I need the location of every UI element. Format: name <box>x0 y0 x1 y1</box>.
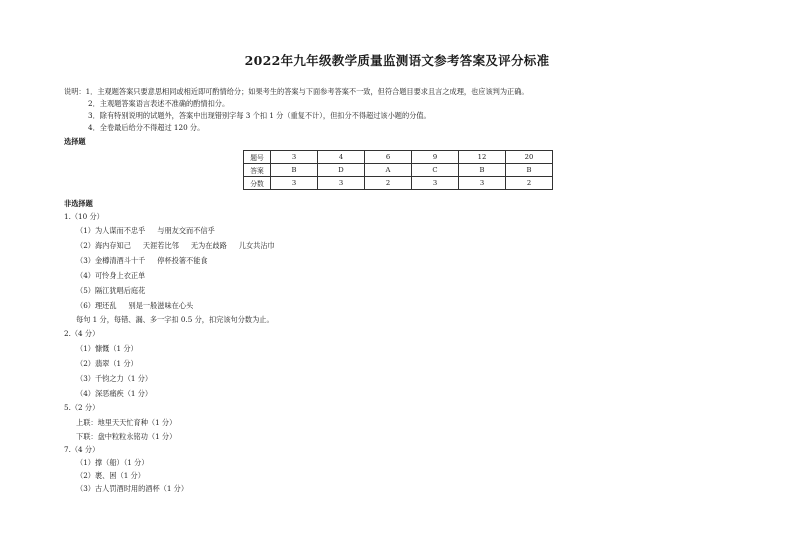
q1-heading: 1.（10 分） <box>64 212 104 221</box>
row-label: 题号 <box>244 151 271 164</box>
answer-text: 天涯若比邻 <box>142 241 179 250</box>
answer-text: （2）海内存知己 <box>76 241 131 250</box>
table-cell: 2 <box>365 177 412 190</box>
note-line-2: 2．主观题答案语言表述不准确的酌情扣分。 <box>88 99 230 108</box>
q7-heading: 7.（4 分） <box>64 445 100 454</box>
answer-text: （1）为人谋而不忠乎 <box>76 226 146 235</box>
answer-text: （6）理还乱 <box>76 301 117 310</box>
answer-text: 别是一般滋味在心头 <box>128 301 194 310</box>
table-cell: 4 <box>318 151 365 164</box>
q1-line-6 <box>76 301 193 311</box>
q7-item: （1）撑（船）（1 分） <box>76 458 149 467</box>
row-label: 答案 <box>244 164 271 177</box>
q5-heading: 5.（2 分） <box>64 403 100 412</box>
table-cell: B <box>271 164 318 177</box>
table-cell: 6 <box>365 151 412 164</box>
q1-scoring-note: 每句 1 分，每错、漏、多一字扣 0.5 分，扣完该句分数为止。 <box>76 315 274 324</box>
choice-heading: 选择题 <box>64 137 86 146</box>
answer-text: 停杯投箸不能食 <box>157 256 208 265</box>
nonchoice-heading: 非选择题 <box>64 199 93 208</box>
table-cell: C <box>412 164 459 177</box>
q5-item: 上联：地里天天忙育种（1 分） <box>76 418 177 427</box>
table-cell: 3 <box>271 177 318 190</box>
table-cell: A <box>365 164 412 177</box>
table-cell: 3 <box>318 177 365 190</box>
q2-item: （4）深恶痛疾（1 分） <box>76 389 153 398</box>
table-cell: 3 <box>459 177 506 190</box>
q7-item: （3）古人罚酒时用的酒杯（1 分） <box>76 484 189 493</box>
q1-line-2 <box>76 241 275 251</box>
q1-line-5: （5）隔江犹唱后庭花 <box>76 286 146 295</box>
note-line-4: 4．全卷最后给分不得超过 120 分。 <box>88 123 205 132</box>
note-line-3: 3．除有特别说明的试题外，答案中出现错别字每 3 个扣 1 分（重复不计），但扣分不得超过该小题的分值。 <box>88 111 431 120</box>
q1-line-4: （4）可怜身上衣正单 <box>76 271 146 280</box>
table-row <box>244 164 553 177</box>
q2-item: （2）翡翠（1 分） <box>76 359 138 368</box>
q7-item: （2）裹、困（1 分） <box>76 471 145 480</box>
q1-line-1 <box>76 226 215 236</box>
q5-item: 下联：盘中粒粒永铭功（1 分） <box>76 432 177 441</box>
note-item: 1．主观题答案只要意思相同或相近即可酌情给分；如果考生的答案与下面参考答案不一致，但符合题目要求且言之成理，也应该判为正确。 <box>85 87 529 96</box>
table-row <box>244 177 553 190</box>
q1-line-3 <box>76 256 208 266</box>
table-cell: 12 <box>459 151 506 164</box>
table-cell: 3 <box>271 151 318 164</box>
answer-text: 儿女共沾巾 <box>238 241 275 250</box>
table-row <box>244 151 553 164</box>
note-line-1 <box>64 87 529 97</box>
q2-heading: 2.（4 分） <box>64 329 100 338</box>
row-label: 分数 <box>244 177 271 190</box>
answer-text: 与朋友交而不信乎 <box>157 226 215 235</box>
q2-item: （3）千钧之力（1 分） <box>76 374 153 383</box>
note-lead: 说明： <box>64 87 86 96</box>
answer-text: （3）金樽清酒斗十千 <box>76 256 146 265</box>
table-cell: B <box>459 164 506 177</box>
answer-text: 无为在歧路 <box>190 241 227 250</box>
answer-table <box>243 150 553 190</box>
table-cell: 3 <box>412 177 459 190</box>
q2-item: （1）慷慨（1 分） <box>76 344 138 353</box>
page-title: 2022年九年级教学质量监测语文参考答案及评分标准 <box>244 53 550 68</box>
table-cell: 9 <box>412 151 459 164</box>
table-cell: D <box>318 164 365 177</box>
table-cell: 2 <box>506 177 553 190</box>
table-cell: 20 <box>506 151 553 164</box>
table-cell: B <box>506 164 553 177</box>
